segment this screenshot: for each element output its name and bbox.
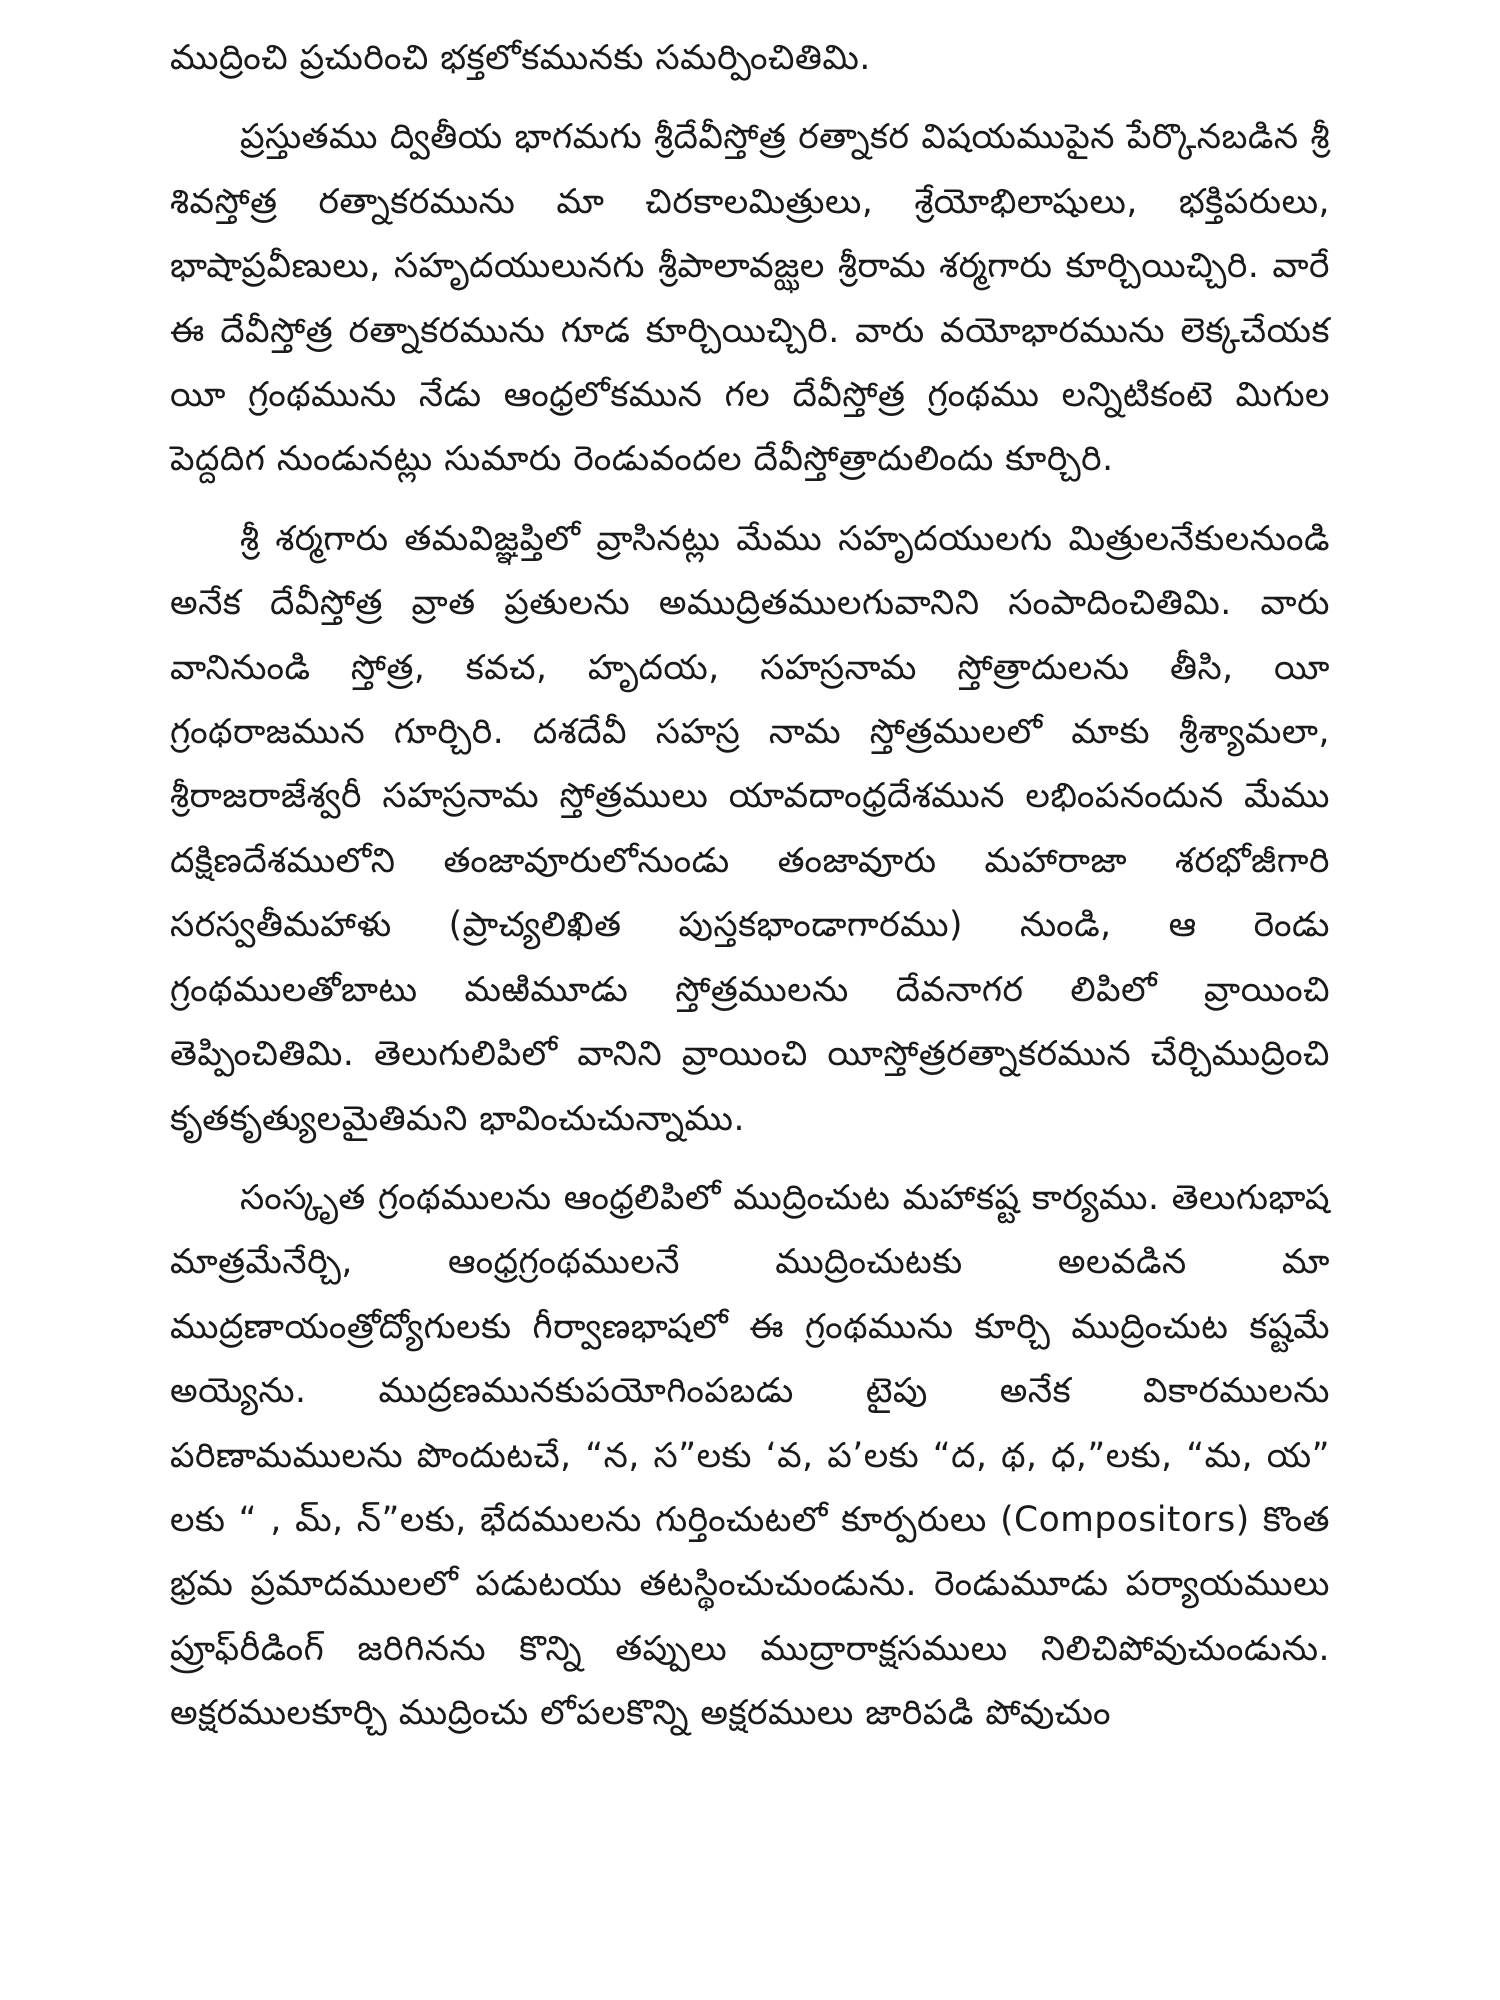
document-page [170, 26, 1330, 1746]
paragraph-compilers: ప్రస్తుతము ద్వితీయ భాగమగు శ్రీదేవీస్తోత్ర రత్నాకర విషయముపైన పేర్కొనబడిన శ్రీ శివస్తోత్ర రత్నాకరమును మా చిరకాలమిత్రులు, శ్రేయోభిలాషులు, భక్తిపరులు, భాషాప్రవీణులు, సహృదయులునగు శ్రీపాలావజ్ఝల శ్రీరామ శర్మగారు కూర్చియిచ్చిరి. వారే ఈ దేవీస్తోత్ర రత్నాకరమును గూడ కూర్చియిచ్చిరి. వారు వయోభారమును లెక్కచేయక యీ గ్రంథమును నేడు ఆంధ్రలోకమున గల దేవీస్తోత్ర గ్రంథము లన్నిటికంటె మిగుల పెద్దదిగ నుండునట్లు సుమారు రెండువందల దేవీస్తోత్రాదులిందు కూర్చిరి. [170, 117, 1330, 480]
paragraph-manuscripts: శ్రీ శర్మగారు తమవిజ్ఞప్తిలో వ్రాసినట్లు మేము సహృదయులగు మిత్రులనేకులనుండి అనేక దేవీస్తోత్ర వ్రాత ప్రతులను అముద్రితములగువానిని సంపాదించితిమి. వారు వానినుండి స్తోత్ర, కవచ, హృదయ, సహస్రనామ స్తోత్రాదులను తీసి, యీ గ్రంథరాజమున గూర్చిరి. దశదేవీ సహస్ర నామ స్తోత్రములలో మాకు శ్రీశ్యామలా, శ్రీరాజరాజేశ్వరీ సహస్రనామ స్తోత్రములు యావదాంధ్రదేశమున లభింపనందున మేము దక్షిణదేశములోని తంజావూరులోనుండు తంజావూరు మహారాజా శరభోజీగారి సరస్వతీమహాళు (ప్రాచ్యలిఖిత పుస్తకభాండాగారము) నుండి, ఆ రెండు గ్రంథములతోబాటు మఱిమూడు స్తోత్రములను దేవనాగర లిపిలో వ్రాయించి తెప్పించితిమి. తెలుగులిపిలో వానిని వ్రాయించి యీస్తోత్రరత్నాకరమున చేర్చిముద్రించి కృతకృత్యులమైతిమని భావించుచున్నాము. [170, 518, 1330, 1139]
paragraph-continuation: ముద్రించి ప్రచురించి భక్తలోకమునకు సమర్పించితిమి. [170, 38, 871, 78]
paragraph-printing-difficulties: సంస్కృత గ్రంథములను ఆంధ్రలిపిలో ముద్రించుట మహాకష్ట కార్యము. తెలుగుభాష మాత్రమేనేర్చి, ఆంధ్రగ్రంథములనే ముద్రించుటకు అలవడిన మా ముద్రణాయంత్రోద్యోగులకు గీర్వాణభాషలో ఈ గ్రంథమును కూర్చి ముద్రించుట కష్టమే అయ్యెను. ముద్రణమునకుపయోగింపబడు టైపు అనేక వికారములను పరిణామములను పొందుటచే, “న, స”లకు ‘వ, ప’లకు “ద, థ, ధ,”లకు, “మ, య” లకు “ , మ్, న్”లకు, భేదములను గుర్తించుటలో కూర్పరులు (Compositors) కొంత భ్రమ ప్రమాదములలో పడుటయు తటస్థించుచుండును. రెండుమూడు పర్యాయములు ప్రూఫ్‌రీడింగ్ జరిగినను కొన్ని తప్పులు ముద్రారాక్షసములు నిలిచిపోవుచుండును. అక్షరములకూర్చి ముద్రించు లోపలకొన్ని అక్షరములు జారిపడి పోవుచుం [170, 1177, 1330, 1734]
